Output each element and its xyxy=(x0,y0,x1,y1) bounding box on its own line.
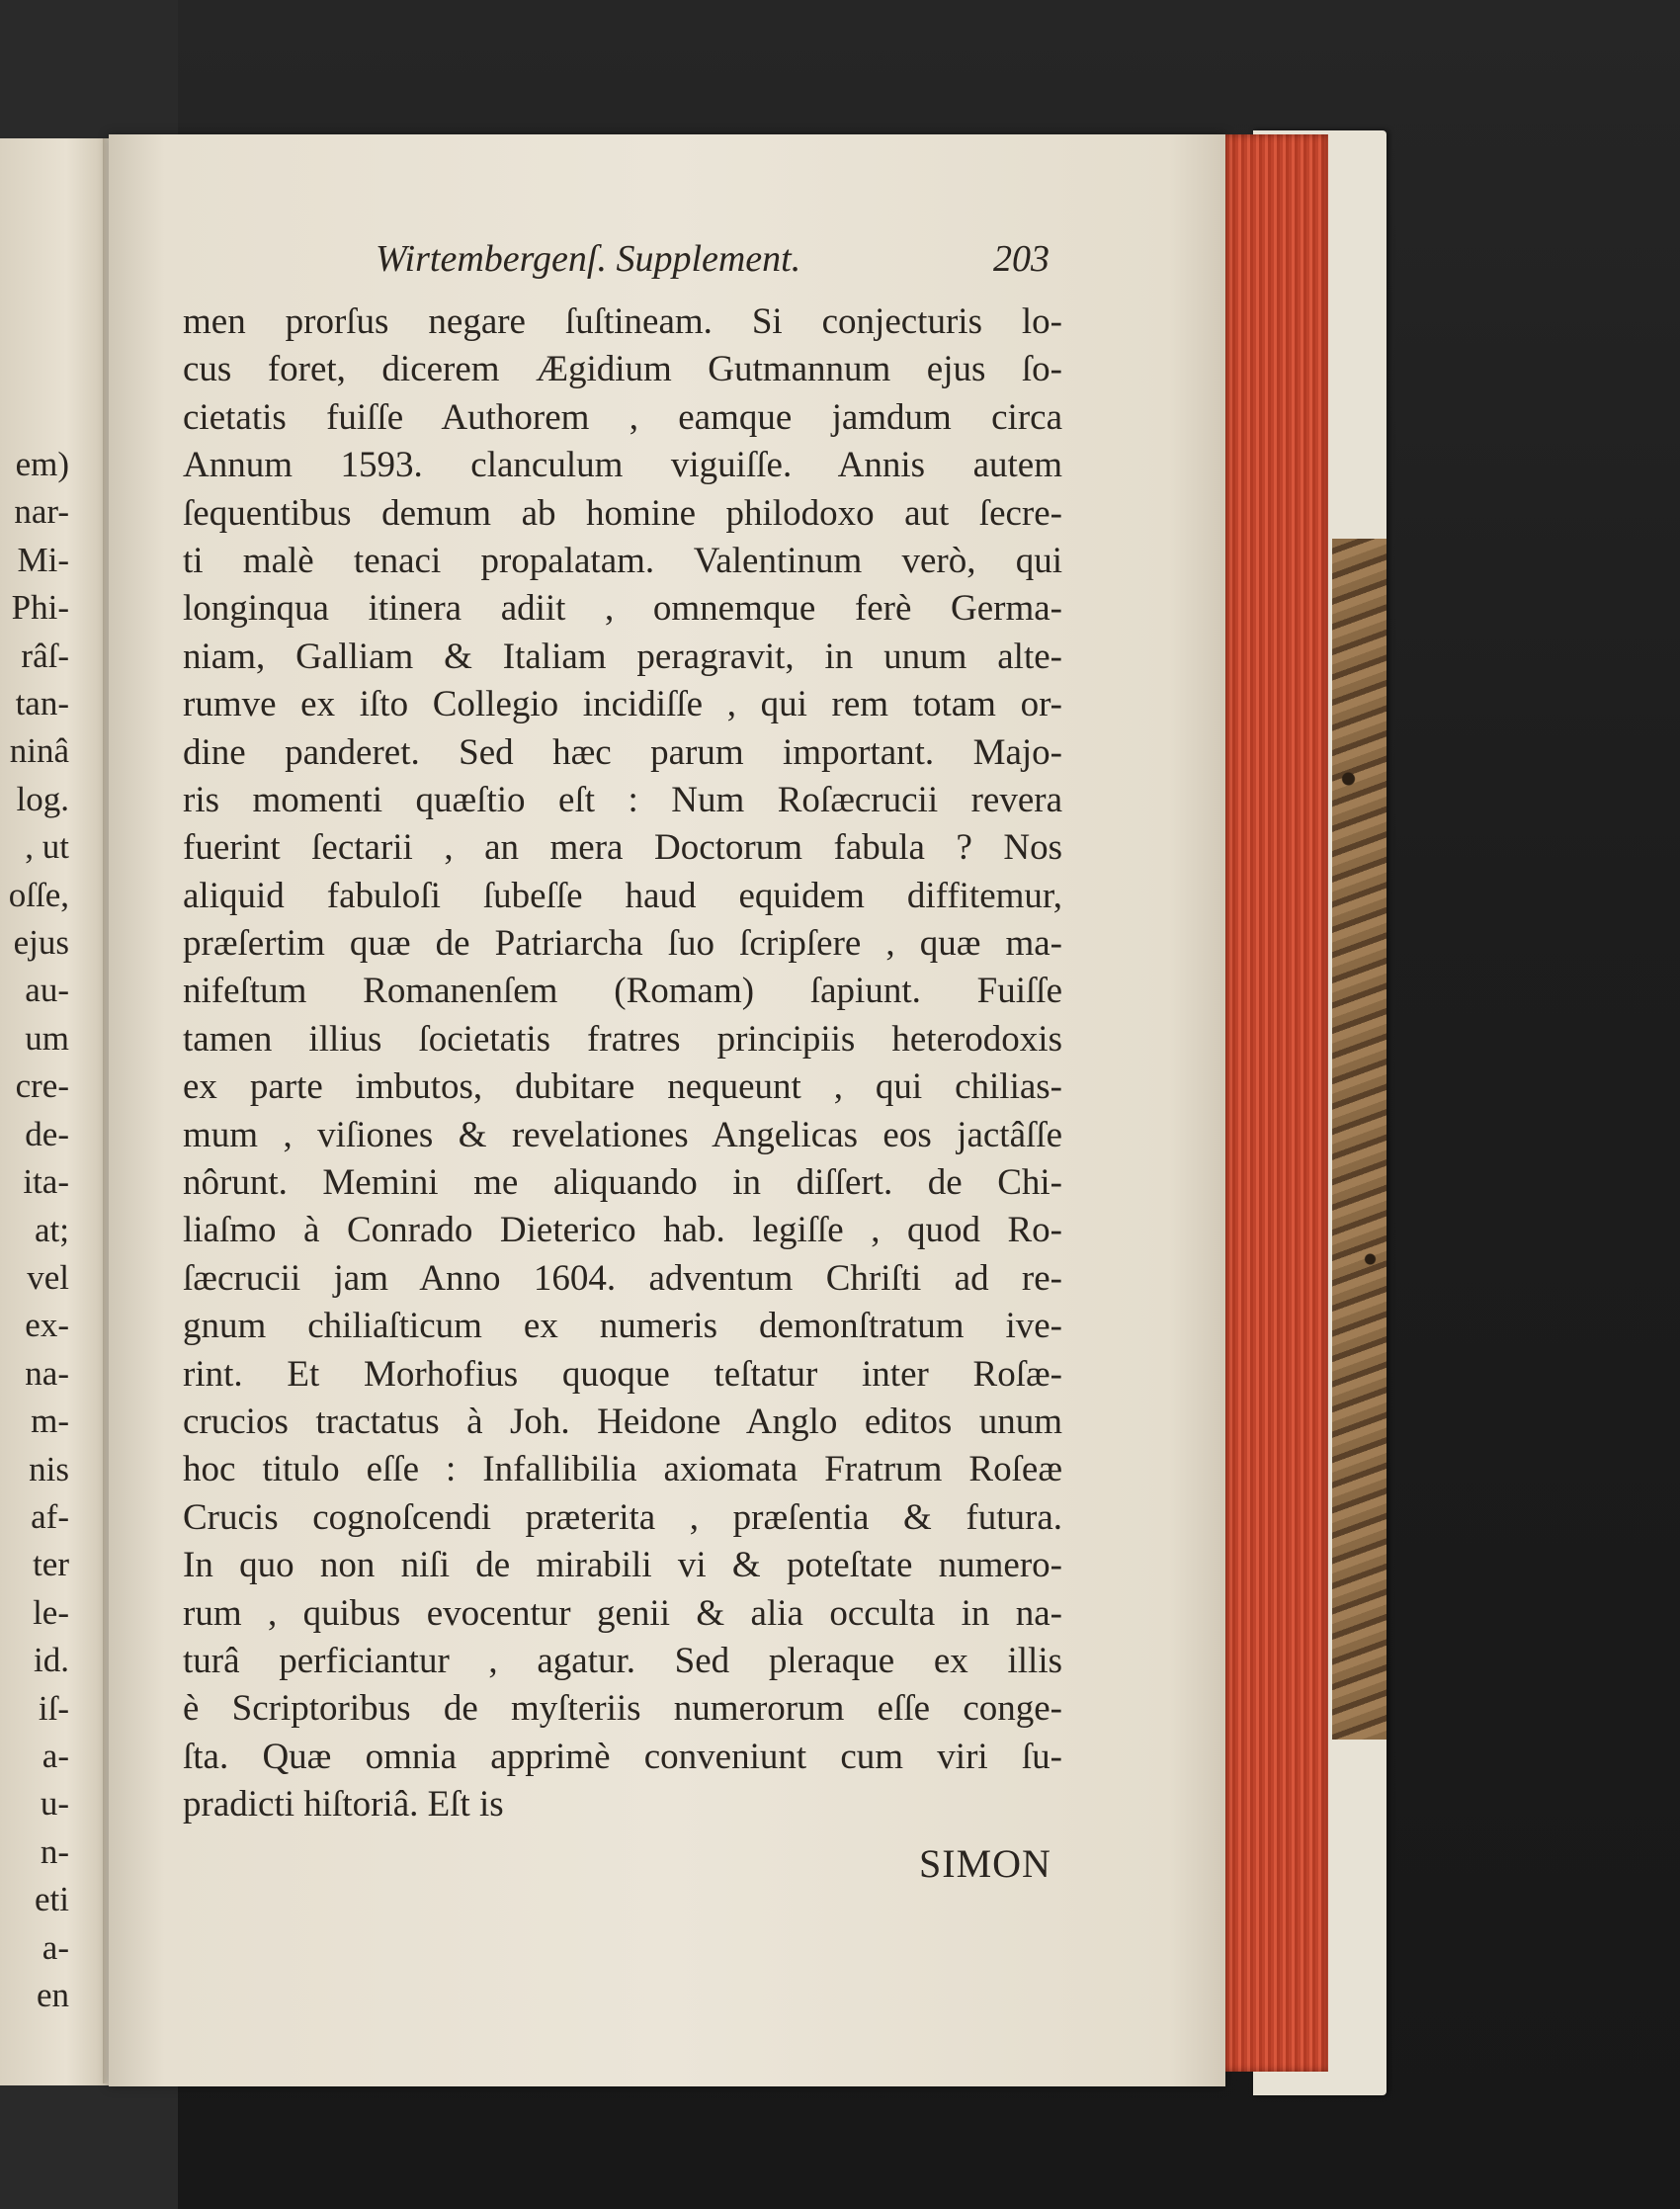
left-page-fragment: na- xyxy=(25,1353,69,1393)
left-page-fragment: ita- xyxy=(23,1162,69,1202)
left-page-fragment: , ut xyxy=(25,827,69,867)
left-page-fragment: a- xyxy=(42,1927,69,1967)
left-page-fragment: au- xyxy=(25,971,69,1010)
left-page-fragment: râſ- xyxy=(21,636,69,675)
left-page-fragment: a- xyxy=(42,1736,69,1775)
left-page-fragment: Mi- xyxy=(17,540,69,579)
page-number: 203 xyxy=(993,238,1050,280)
text-line: liaſmo à Conrado Dieterico hab. legiſſe , quod Ro- xyxy=(183,1210,1062,1251)
left-page-fragment: iſ- xyxy=(38,1688,69,1728)
left-page xyxy=(0,138,111,2085)
left-page-fragment: at; xyxy=(35,1210,69,1249)
text-line: ti malè tenaci propalatam. Valentinum verò, qui xyxy=(183,540,1062,581)
left-page-fragment: um xyxy=(25,1018,69,1058)
text-line: præſertim quæ de Patriarcha ſuo ſcripſere , quæ ma- xyxy=(183,923,1062,965)
text-line: cietatis fuiſſe Authorem , eamque jamdum circa xyxy=(183,396,1062,438)
left-page-fragment: eti xyxy=(35,1880,69,1919)
left-page-fragment: em) xyxy=(15,445,69,483)
left-page-fragment: log. xyxy=(16,779,69,818)
text-line: cus foret, dicerem Ægidium Gutmannum ejus ſo- xyxy=(183,349,1062,390)
text-line: nôrunt. Memini me aliquando in diſſert. de Chi- xyxy=(183,1162,1062,1204)
left-page-fragment: af- xyxy=(31,1496,69,1536)
left-page-fragment: le- xyxy=(33,1592,69,1632)
text-line: ſequentibus demum ab homine philodoxo aut ſecre- xyxy=(183,492,1062,534)
left-page-fragment: nis xyxy=(29,1449,69,1488)
text-line: Annum 1593. clanculum viguiſſe. Annis autem xyxy=(183,445,1062,486)
left-page-fragment: vel xyxy=(27,1257,69,1297)
text-line: è Scriptoribus de myſteriis numerorum eſſe conge- xyxy=(183,1688,1062,1730)
running-title: Wirtembergenſ. Supplement. xyxy=(376,238,801,280)
marbled-cover-edge xyxy=(1332,539,1386,1740)
text-line: pradicti hiſtoriâ. Eſt is xyxy=(183,1784,504,1826)
left-page-fragment: ter xyxy=(33,1545,69,1584)
text-line: hoc titulo eſſe : Infallibilia axiomata Fratrum Roſeæ xyxy=(183,1449,1062,1490)
text-line: niam, Galliam & Italiam peragravit, in unum alte- xyxy=(183,636,1062,677)
left-page-fragment: de- xyxy=(25,1114,69,1153)
page-header xyxy=(376,237,1057,287)
text-line: mum , viſiones & revelationes Angelicas eos jactâſſe xyxy=(183,1114,1062,1155)
text-line: tamen illius ſocietatis fratres principiis heterodoxis xyxy=(183,1018,1062,1060)
left-page-fragment: u- xyxy=(40,1784,69,1824)
catchword: SIMON xyxy=(919,1841,1051,1886)
body-text xyxy=(183,298,1062,1829)
text-line: ſæcrucii jam Anno 1604. adventum Chriſti ad re- xyxy=(183,1257,1062,1299)
left-page-fragment: oſſe, xyxy=(8,875,69,914)
left-page-fragment: cre- xyxy=(15,1066,69,1106)
text-line: Crucis cognoſcendi præterita , præſentia & futura. xyxy=(183,1496,1062,1538)
left-page-fragment: id. xyxy=(34,1641,69,1680)
red-page-edges xyxy=(1218,134,1328,2072)
text-line: ex parte imbutos, dubitare nequeunt , qui chilias- xyxy=(183,1066,1062,1108)
left-page-fragment: ninâ xyxy=(9,731,69,771)
text-line: turâ perficiantur , agatur. Sed pleraque ex illis xyxy=(183,1640,1062,1681)
text-line: rint. Et Morhofius quoque teſtatur inter Roſæ- xyxy=(183,1353,1062,1395)
left-page-fragment: Phi- xyxy=(11,588,69,628)
left-page-fragment: n- xyxy=(40,1831,69,1871)
text-line: men prorſus negare ſuſtineam. Si conjecturis lo- xyxy=(183,301,1062,342)
text-line: gnum chiliaſticum ex numeris demonſtratum ive- xyxy=(183,1306,1062,1347)
left-page-fragment: tan- xyxy=(15,684,69,723)
left-page-fragment: ejus xyxy=(13,923,69,963)
left-page-fragment: ex- xyxy=(25,1306,69,1345)
text-line: ſta. Quæ omnia apprimè conveniunt cum viri ſu- xyxy=(183,1736,1062,1777)
text-line: longinqua itinera adiit , omnemque ferè Germa- xyxy=(183,588,1062,630)
text-line: fuerint ſectarii , an mera Doctorum fabula ? Nos xyxy=(183,827,1062,869)
text-line: nifeſtum Romanenſem (Romam) ſapiunt. Fuiſſe xyxy=(183,971,1062,1012)
text-line: dine panderet. Sed hæc parum important. Majo- xyxy=(183,731,1062,773)
text-line: ris momenti quæſtio eſt : Num Roſæcrucii revera xyxy=(183,779,1062,820)
text-line: aliquid fabuloſi ſubeſſe haud equidem diffitemur, xyxy=(183,875,1062,916)
text-line: crucios tractatus à Joh. Heidone Anglo editos unum xyxy=(183,1401,1062,1442)
text-line: In quo non niſi de mirabili vi & poteſtate numero- xyxy=(183,1545,1062,1586)
left-page-text xyxy=(0,441,69,2019)
left-page-fragment: m- xyxy=(31,1402,69,1441)
left-page-fragment: en xyxy=(36,1976,69,2014)
text-line: rumve ex iſto Collegio incidiſſe , qui rem totam or- xyxy=(183,684,1062,725)
text-line: rum , quibus evocentur genii & alia occulta in na- xyxy=(183,1592,1062,1634)
left-page-fragment: nar- xyxy=(14,492,69,532)
